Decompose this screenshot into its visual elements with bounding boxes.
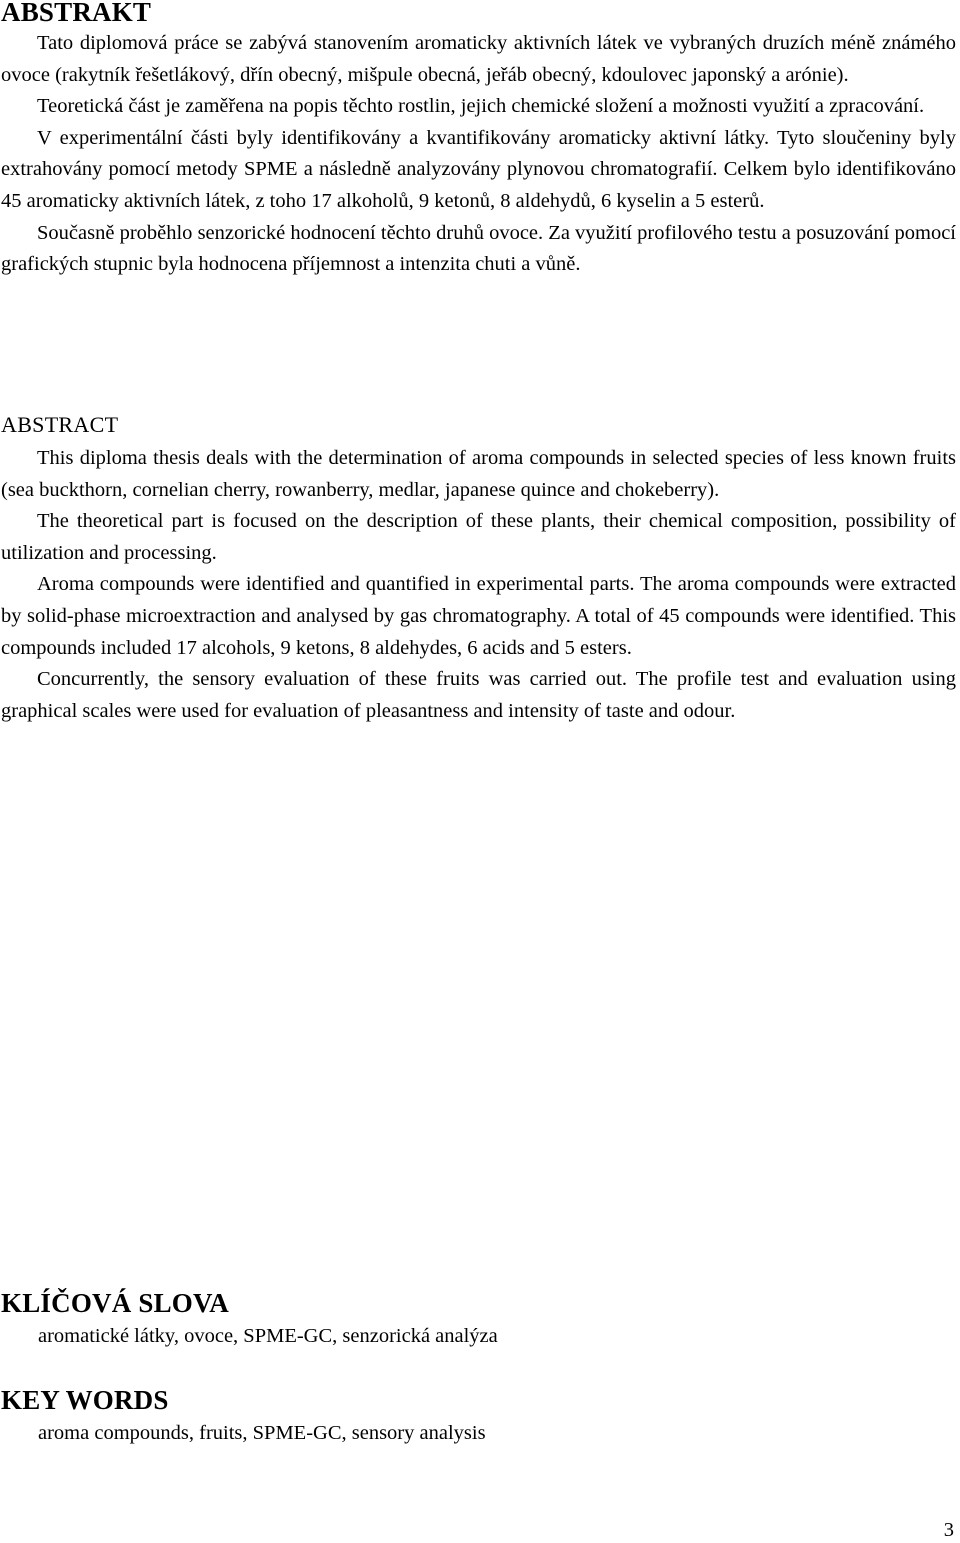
klicova-slova-section [1, 1288, 956, 1352]
klicova-slova-heading: KLÍČOVÁ SLOVA [1, 1288, 229, 1318]
page-number: 3 [943, 1519, 954, 1541]
abstract-heading: ABSTRACT [1, 412, 119, 437]
abstract-section [1, 410, 956, 727]
klicova-slova-text: aromatické látky, ovoce, SPME-GC, senzorická analýza [38, 1325, 498, 1347]
abstrakt-paragraph-3: V experimentální části byly identifikovány a kvantifikovány aromaticky aktivní látky. Tyto sloučeniny byly extrahovány pomocí metody SPME a následně analyzovány plynovou chromatografií. Celkem bylo identifikováno 45 aromaticky aktivních látek, z toho 17 alkoholů, 9 ketonů, 8 aldehydů, 6 kyselin a 5 esterů. [1, 126, 956, 212]
abstrakt-paragraph-1: Tato diplomová práce se zabývá stanovením aromaticky aktivních látek ve vybraných druzích méně známého ovoce (rakytník řešetlákový, dřín obecný, mišpule obecná, jeřáb obecný, kdoulovec japonský a arónie). [1, 32, 956, 86]
abstrakt-paragraph-4: Současně proběhlo senzorické hodnocení těchto druhů ovoce. Za využití profilového testu a posuzování pomocí grafických stupnic byla hodnocena příjemnost a intenzita chuti a vůně. [1, 221, 956, 276]
abstract-paragraph-1: This diploma thesis deals with the determination of aroma compounds in selected species of less known fruits (sea buckthorn, cornelian cherry, rowanberry, medlar, japanese quince and chokeberry). [1, 447, 956, 501]
abstract-paragraph-3: Aroma compounds were identified and quantified in experimental parts. The aroma compounds were extracted by solid-phase microextraction and analysed by gas chromatography. A total of 45 compounds were identified. This compounds included 17 alcohols, 9 ketons, 8 aldehydes, 6 acids and 5 esters. [1, 573, 956, 659]
key-words-heading: KEY WORDS [1, 1385, 169, 1415]
key-words-text: aroma compounds, fruits, SPME-GC, sensory analysis [38, 1422, 486, 1444]
key-words-section [1, 1385, 956, 1449]
abstrakt-heading: ABSTRAKT [1, 0, 152, 27]
abstract-paragraph-4: Concurrently, the sensory evaluation of these fruits was carried out. The profile test and evaluation using graphical scales were used for evaluation of pleasantness and intensity of taste and odour. [1, 668, 956, 722]
abstract-paragraph-2: The theoretical part is focused on the description of these plants, their chemical composition, possibility of utilization and processing. [1, 510, 956, 564]
abstrakt-paragraph-2: Teoretická část je zaměřena na popis těchto rostlin, jejich chemické složení a možnosti využití a zpracování. [37, 95, 925, 118]
abstrakt-section [1, 0, 956, 281]
